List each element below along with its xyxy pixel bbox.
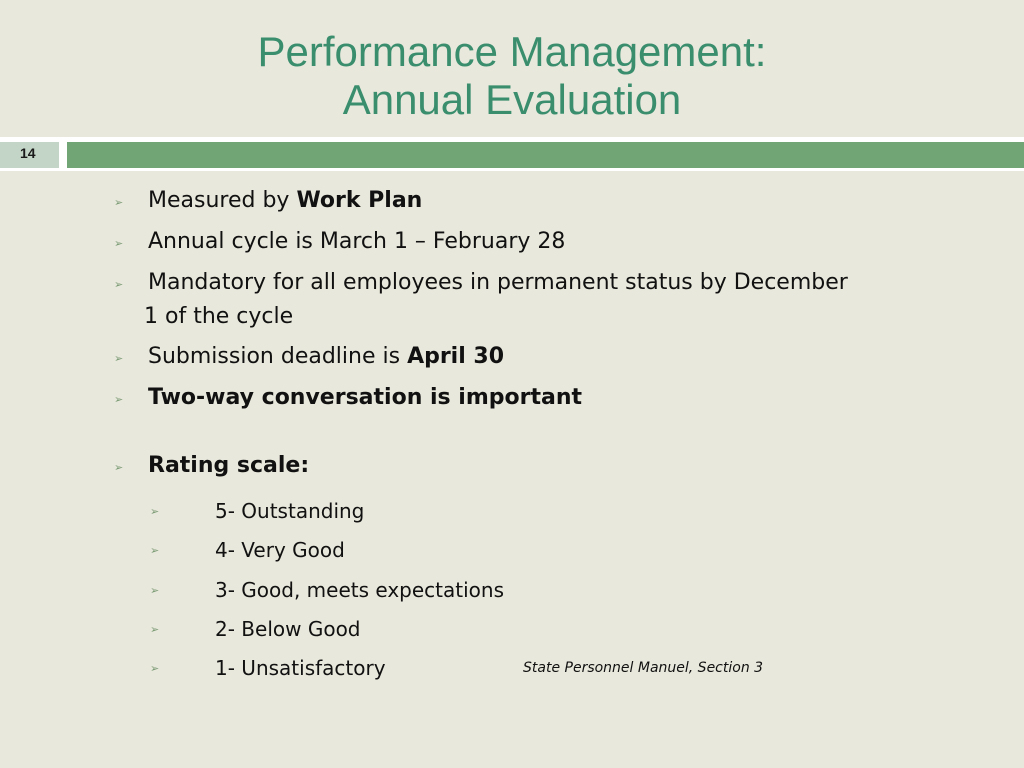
bullet-two-way-conversation: Two-way conversation is important	[148, 385, 583, 410]
bullet-annual-cycle: Annual cycle is March 1 – February 28	[148, 229, 566, 254]
rating-item-2: 2- Below Good	[215, 617, 361, 641]
bullet-submission-deadline-bold: April 30	[407, 344, 505, 369]
bullet-measured-by	[148, 184, 422, 218]
slide-number: 14	[20, 145, 36, 161]
arrowhead-bullet-icon: ➢	[150, 584, 160, 597]
arrowhead-bullet-icon: ➢	[114, 461, 124, 474]
arrowhead-bullet-icon: ➢	[114, 278, 124, 291]
rating-item-4: 4- Very Good	[215, 538, 345, 562]
bullet-measured-by-bold: Work Plan	[296, 188, 423, 213]
bullet-rating-scale: Rating scale:	[148, 453, 310, 478]
bullet-submission-deadline	[148, 340, 504, 374]
arrowhead-bullet-icon: ➢	[150, 623, 160, 636]
arrowhead-bullet-icon: ➢	[150, 505, 160, 518]
bullet-measured-by-text: Measured by	[148, 188, 297, 213]
bullet-mandatory-line-1: Mandatory for all employees in permanent status by December	[148, 270, 848, 295]
slide-title-line-2: Annual Evaluation	[342, 76, 682, 123]
arrowhead-bullet-icon: ➢	[114, 352, 124, 365]
rating-item-1: 1- Unsatisfactory	[215, 656, 386, 680]
arrowhead-bullet-icon: ➢	[150, 544, 160, 557]
slide-title	[0, 28, 1024, 124]
bullet-submission-deadline-text: Submission deadline is	[148, 344, 408, 369]
accent-bar	[67, 142, 1024, 168]
arrowhead-bullet-icon: ➢	[114, 393, 124, 406]
slide-title-line-1: Performance Management:	[257, 28, 767, 75]
bullet-mandatory-line-2: 1 of the cycle	[144, 304, 294, 329]
arrowhead-bullet-icon: ➢	[114, 237, 124, 250]
rating-item-3: 3- Good, meets expectations	[215, 578, 505, 602]
source-citation: State Personnel Manuel, Section 3	[523, 660, 764, 676]
arrowhead-bullet-icon: ➢	[114, 196, 124, 209]
arrowhead-bullet-icon: ➢	[150, 662, 160, 675]
rating-item-5: 5- Outstanding	[215, 499, 365, 523]
